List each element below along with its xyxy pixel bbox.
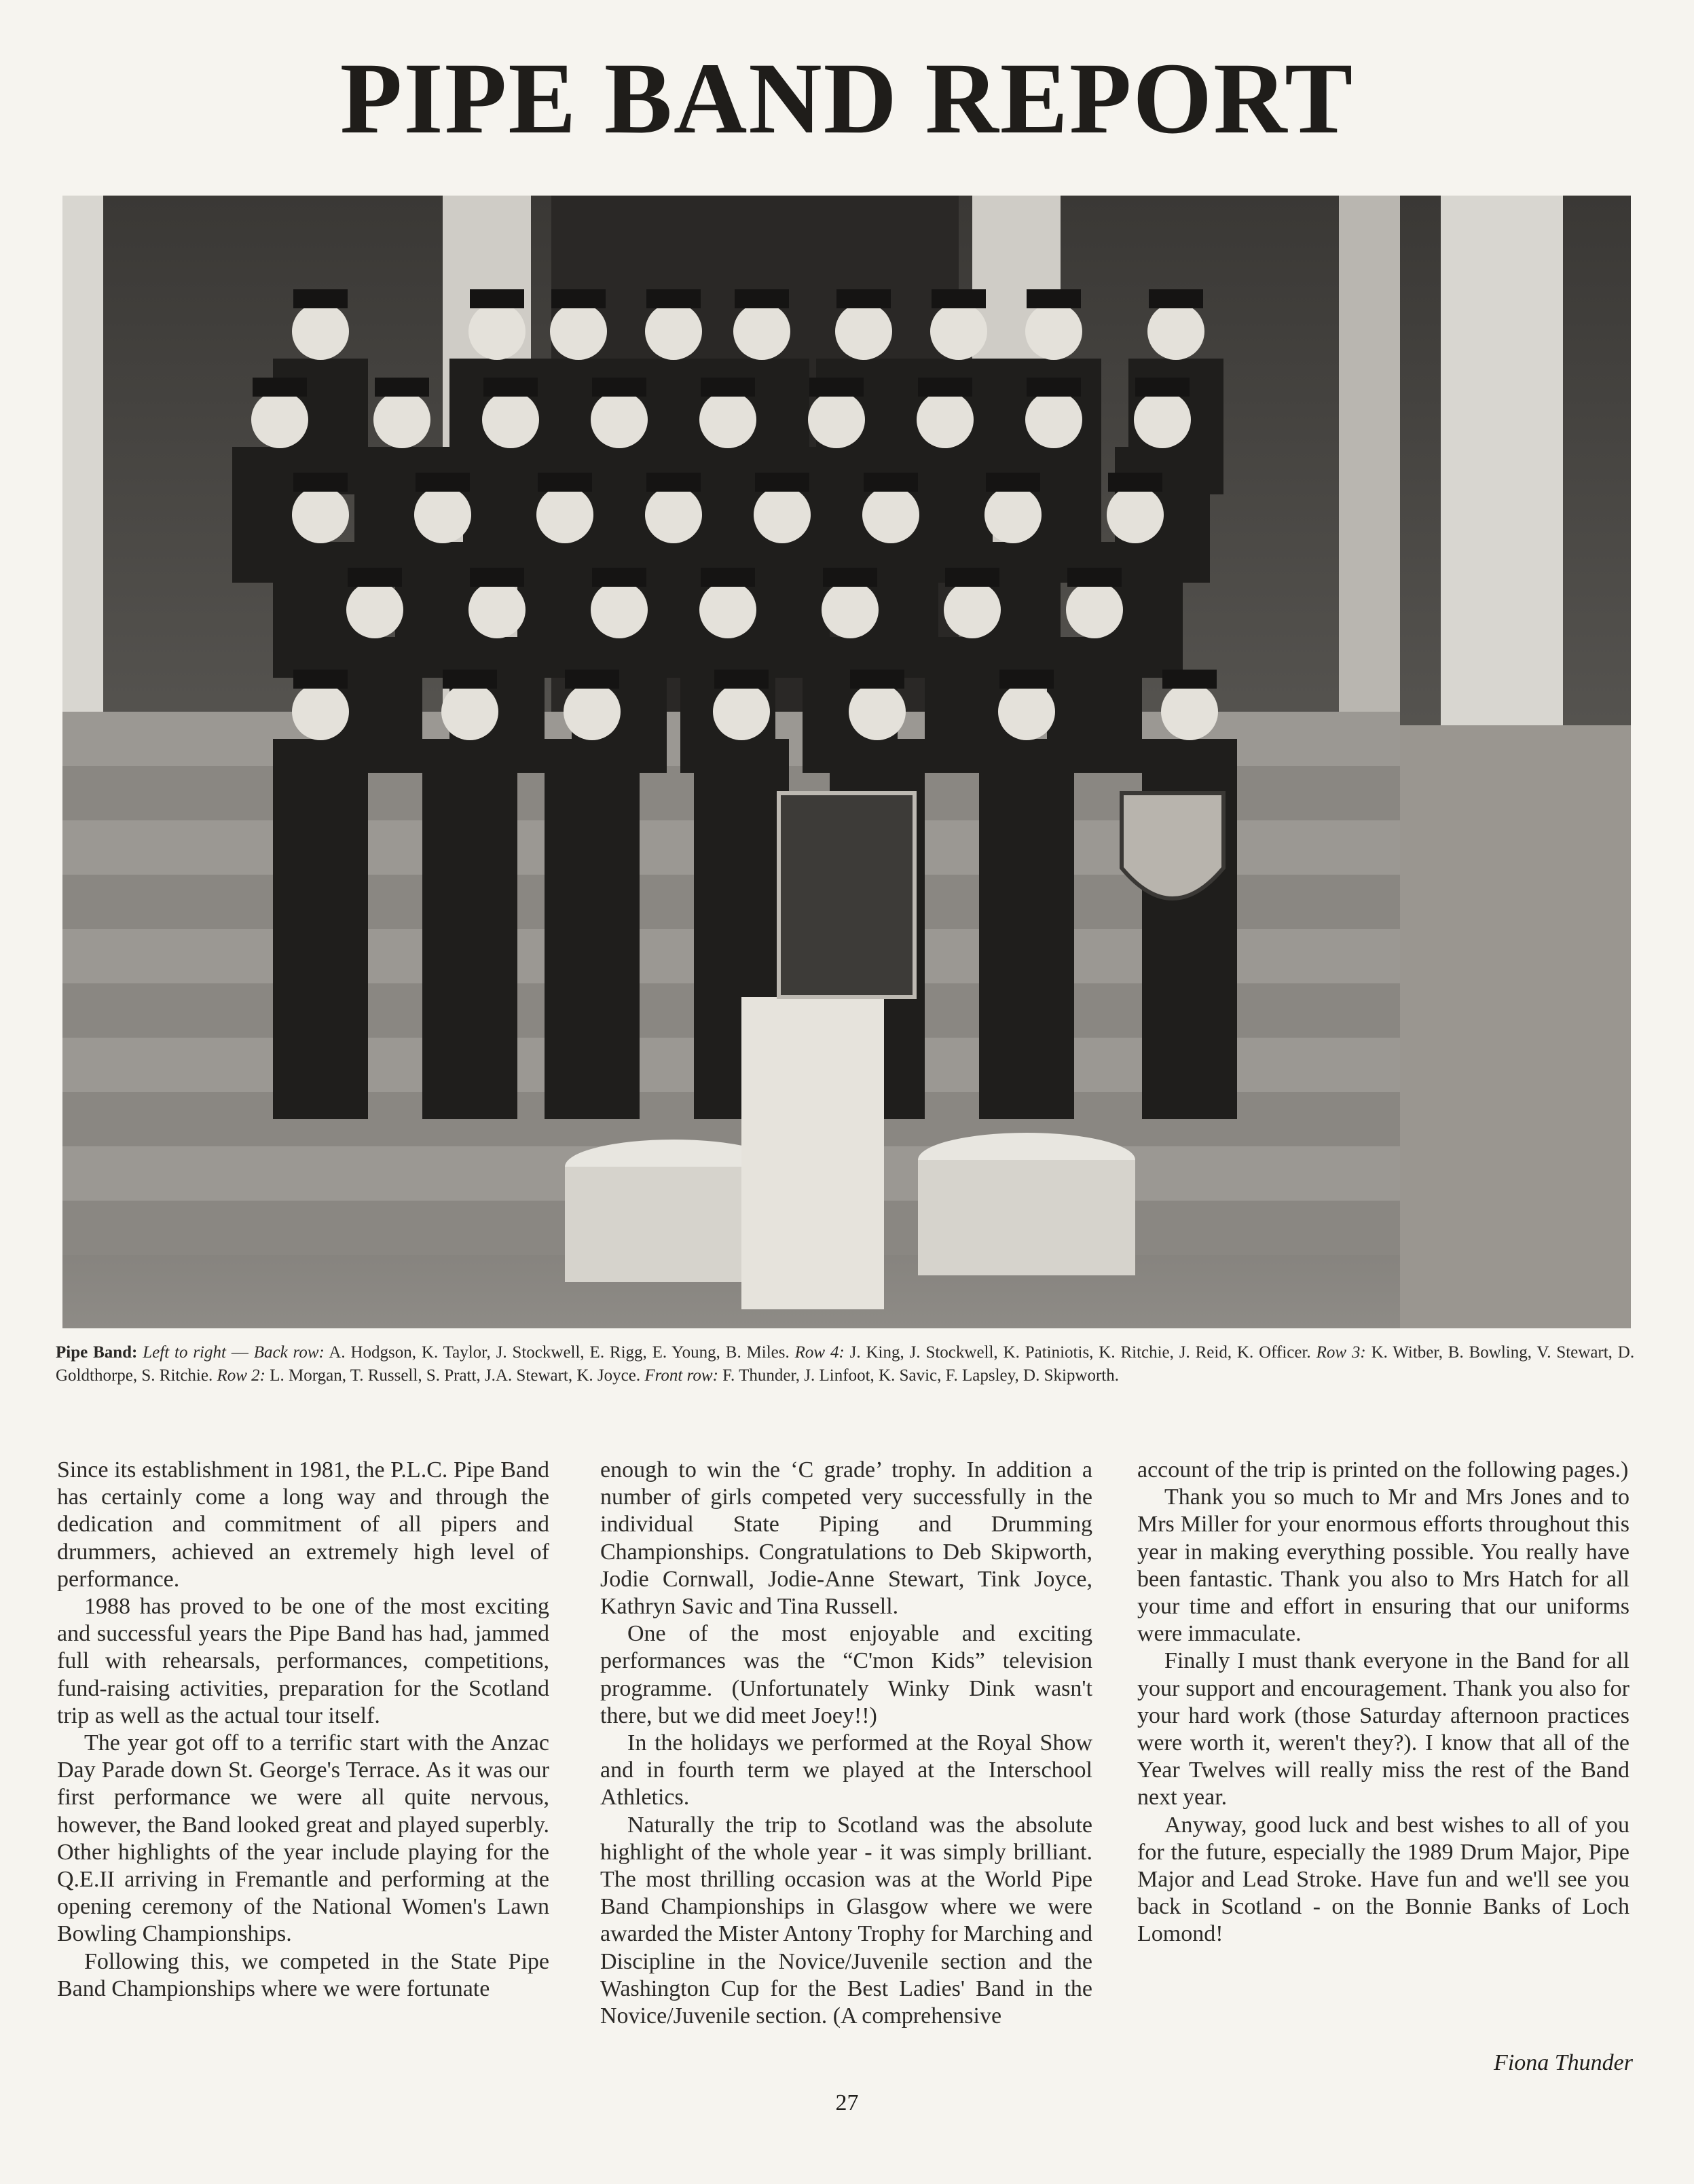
band-member-face xyxy=(414,486,471,543)
band-member-face xyxy=(849,683,906,740)
band-member-face xyxy=(373,391,430,448)
glengarry-cap xyxy=(538,473,592,492)
band-member-face xyxy=(754,486,811,543)
band-member-face xyxy=(292,683,349,740)
glengarry-cap xyxy=(945,568,999,587)
glengarry-cap xyxy=(646,473,701,492)
band-member-face xyxy=(591,581,648,638)
paragraph: Finally I must thank everyone in the Band for all your support and encouragement. Thank you also for your hard work (those Saturday afternoon practices were worth it, weren't they?). I know that all of the Year Twelves will really miss the rest of the Band next year. xyxy=(1137,1648,1629,1810)
glengarry-cap xyxy=(348,568,402,587)
paragraph: In the holidays we performed at the Royal Show and in fourth term we played at the Interschool Athletics. xyxy=(600,1730,1092,1810)
photo-caption xyxy=(56,1341,1634,1387)
caption-row-names: A. Hodgson, K. Taylor, J. Stockwell, E. Rigg, E. Young, B. Miles. xyxy=(329,1343,790,1362)
glengarry-cap xyxy=(1135,378,1190,397)
paragraph: The year got off to a terrific start with the Anzac Day Parade down St. George's Terrace. As it was our first performance we were all quite nervous, however, the Band looked great and played superbly. Other highlights of the year include playing for the Q.E.II arriving in Fremantle and performing at the opening ceremony of the National Women's Lawn Bowling Championships. xyxy=(57,1730,549,1947)
paragraph: Since its establishment in 1981, the P.L.C. Pipe Band has certainly come a long way and through the dedication and commitment of all pipers and drummers, achieved an extremely high level of performance. xyxy=(57,1457,549,1592)
band-member-face xyxy=(808,391,865,448)
band-member-face xyxy=(468,581,526,638)
glengarry-cap xyxy=(999,670,1054,689)
band-member-face xyxy=(944,581,1001,638)
glengarry-cap xyxy=(646,289,701,308)
band-member-body xyxy=(979,739,1074,1119)
band-member-face xyxy=(862,486,919,543)
glengarry-cap xyxy=(932,289,986,308)
band-member-face xyxy=(468,303,526,360)
glengarry-cap xyxy=(701,378,755,397)
band-member-face xyxy=(835,303,892,360)
band-member-face xyxy=(1025,303,1082,360)
glengarry-cap xyxy=(470,568,524,587)
glengarry-cap xyxy=(1067,568,1122,587)
caption-row-label: Front row: xyxy=(644,1366,718,1385)
band-member-face xyxy=(591,391,648,448)
glengarry-cap xyxy=(592,568,646,587)
paragraph: account of the trip is printed on the following pages.) xyxy=(1137,1457,1629,1482)
band-member-face xyxy=(998,683,1055,740)
caption-row-label: Row 2: xyxy=(217,1366,266,1385)
paragraph: enough to win the ‘C grade’ trophy. In addition a number of girls competed very successfully in the individual State Piping and Drumming Championships. Congratulations to Deb Skipworth, Jodie Cornwall, Jodie-Anne Stewart, Tink Joyce, Kathryn Savic and Tina Russell. xyxy=(600,1457,1092,1620)
glengarry-cap xyxy=(918,378,972,397)
caption-row-label: Back row: xyxy=(253,1343,325,1362)
glengarry-cap xyxy=(1027,378,1081,397)
band-member-face xyxy=(645,303,702,360)
glengarry-cap xyxy=(735,289,789,308)
article-column-1 xyxy=(57,1457,549,2003)
band-member-face xyxy=(536,486,593,543)
band-member-face xyxy=(645,486,702,543)
glengarry-cap xyxy=(565,670,619,689)
paragraph: Naturally the trip to Scotland was the absolute highlight of the whole year - it was simply brilliant. The most thrilling occasion was at the World Pipe Band Championships in Glasgow where we were awarded the Mister Antony Trophy for Marching and Discipline in the Novice/Juvenile section and the Washington Cup for the Best Ladies' Band in the Novice/Juvenile section. (A comprehensive xyxy=(600,1812,1092,2029)
caption-row-names: K. Witber, B. Bowling, V. Stewart, D. Goldthorpe, S. Ritchie. xyxy=(56,1343,1635,1385)
band-member-face xyxy=(564,683,621,740)
band-member-body xyxy=(273,739,368,1119)
paragraph: Anyway, good luck and best wishes to all of you for the future, especially the 1989 Drum Major, Pipe Major and Lead Stroke. Have fun and we'll see you back in Scotland - on the Bonnie Banks of Loch Lomond! xyxy=(1137,1812,1629,1947)
band-member-face xyxy=(251,391,308,448)
band-member-face xyxy=(930,303,987,360)
glengarry-cap xyxy=(864,473,918,492)
band-member-face xyxy=(346,581,403,638)
band-member-face xyxy=(1025,391,1082,448)
caption-row-label: Row 4: xyxy=(794,1343,845,1362)
glengarry-cap xyxy=(1149,289,1203,308)
page-title: PIPE BAND REPORT xyxy=(339,42,1355,155)
glengarry-cap xyxy=(986,473,1040,492)
glengarry-cap xyxy=(592,378,646,397)
pipe-band-photo-icon xyxy=(62,196,1631,1328)
band-member-face xyxy=(292,303,349,360)
glengarry-cap xyxy=(483,378,538,397)
glengarry-cap xyxy=(416,473,470,492)
caption-direction: Left to right xyxy=(143,1343,226,1362)
article-column-3 xyxy=(1137,1457,1629,1948)
group-photo xyxy=(62,196,1631,1328)
band-member-face xyxy=(699,581,756,638)
glengarry-cap xyxy=(1162,670,1217,689)
glengarry-cap xyxy=(1108,473,1162,492)
band-member-body xyxy=(422,739,517,1119)
band-member-face xyxy=(1147,303,1204,360)
caption-row-names: L. Morgan, T. Russell, S. Pratt, J.A. Stewart, K. Joyce. xyxy=(270,1366,641,1385)
glengarry-cap xyxy=(823,568,877,587)
glengarry-cap xyxy=(470,289,524,308)
band-member-face xyxy=(1107,486,1164,543)
caption-label: Pipe Band: xyxy=(56,1343,138,1362)
glengarry-cap xyxy=(443,670,497,689)
glengarry-cap xyxy=(809,378,864,397)
band-member-face xyxy=(550,303,607,360)
glengarry-cap xyxy=(253,378,307,397)
band-member-face xyxy=(292,486,349,543)
band-member-face xyxy=(713,683,770,740)
paragraph: 1988 has proved to be one of the most exciting and successful years the Pipe Band has had, jammed full with rehearsals, performances, competitions, fund-raising activities, preparation for the Scotland trip as well as the actual tour itself. xyxy=(57,1594,549,1728)
band-member-body xyxy=(545,739,640,1119)
band-member-face xyxy=(984,486,1042,543)
glengarry-cap xyxy=(551,289,606,308)
paragraph: One of the most enjoyable and exciting performances was the “C'mon Kids” television programme. (Unfortunately Winky Dink wasn't there, but we did meet Joey!!) xyxy=(600,1621,1092,1728)
band-member-face xyxy=(1134,391,1191,448)
glengarry-cap xyxy=(836,289,891,308)
band-member-face xyxy=(699,391,756,448)
caption-row-names: J. King, J. Stockwell, K. Patiniotis, K. Ritchie, J. Reid, K. Officer. xyxy=(849,1343,1311,1362)
paragraph: Thank you so much to Mr and Mrs Jones and to Mrs Miller for your enormous efforts throughout this year in making everything possible. You really have been fantastic. Thank you also to Mrs Hatch for all your time and effort in ensuring that our uniforms were immaculate. xyxy=(1137,1485,1629,1647)
glengarry-cap xyxy=(850,670,904,689)
band-member-face xyxy=(441,683,498,740)
caption-row-label: Row 3: xyxy=(1316,1343,1366,1362)
article-column-2 xyxy=(600,1457,1092,2030)
band-member-face xyxy=(1161,683,1218,740)
glengarry-cap xyxy=(714,670,769,689)
glengarry-cap xyxy=(293,670,348,689)
band-member-face xyxy=(917,391,974,448)
caption-dash: — xyxy=(231,1343,248,1362)
band-member-face xyxy=(733,303,790,360)
band-member-face xyxy=(822,581,879,638)
page-number: 27 xyxy=(835,2090,859,2115)
caption-row-names: F. Thunder, J. Linfoot, K. Savic, F. Lapsley, D. Skipworth. xyxy=(722,1366,1120,1385)
author-signature: Fiona Thunder xyxy=(1494,2050,1633,2075)
glengarry-cap xyxy=(701,568,755,587)
paragraph: Following this, we competed in the State Pipe Band Championships where we were fortunate xyxy=(57,1948,549,2001)
glengarry-cap xyxy=(1027,289,1081,308)
glengarry-cap xyxy=(375,378,429,397)
band-member-face xyxy=(1066,581,1123,638)
glengarry-cap xyxy=(755,473,809,492)
glengarry-cap xyxy=(293,473,348,492)
glengarry-cap xyxy=(293,289,348,308)
band-member-face xyxy=(482,391,539,448)
